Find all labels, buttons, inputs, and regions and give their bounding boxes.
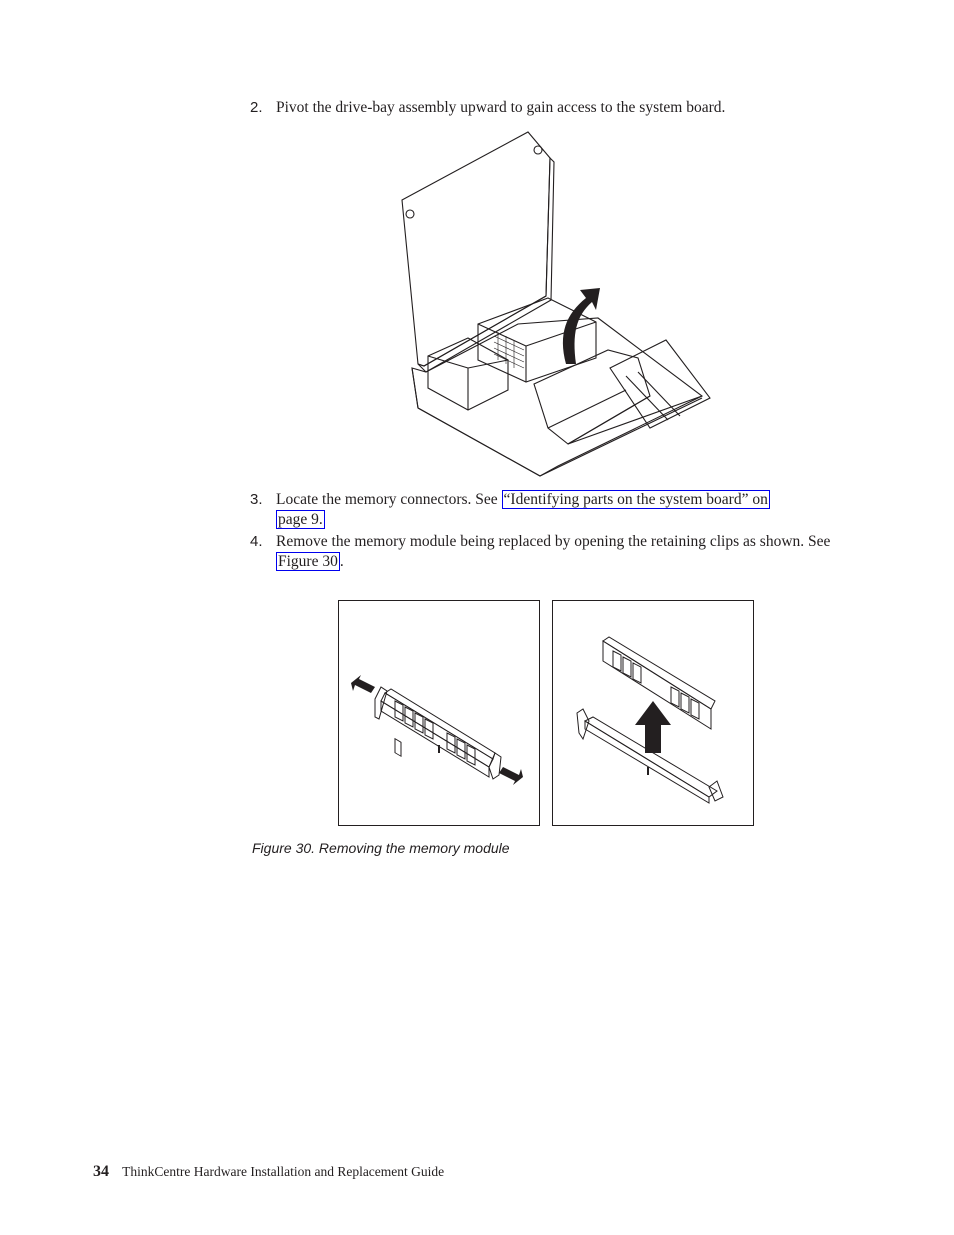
step-text	[276, 532, 840, 571]
step-number: 4.	[250, 533, 263, 550]
system-board-parts-link[interactable]: “Identifying parts on the system board” on	[503, 491, 768, 508]
step-text: Pivot the drive-bay assembly upward to gain access to the system board.	[276, 99, 726, 116]
figure-caption: Figure 30. Removing the memory module	[252, 840, 510, 856]
page-number: 34	[93, 1163, 109, 1180]
figure-panel-remove-module	[552, 600, 754, 826]
drive-bay-illustration	[398, 128, 714, 480]
step-text-after: .	[339, 552, 344, 570]
figure-panel-open-clips	[338, 600, 540, 826]
step-text-before: Remove the memory module being replaced by opening the retaining clips as shown. See	[276, 533, 831, 550]
footer-title: ThinkCentre Hardware Installation and Replacement Guide	[122, 1164, 445, 1179]
page-9-link[interactable]: page 9.	[278, 510, 323, 528]
step-3	[250, 490, 840, 529]
memory-module-remove-illustration	[553, 601, 753, 825]
step-number: 3.	[250, 491, 263, 508]
step-text	[276, 490, 840, 529]
figure-30-link[interactable]: Figure 30	[278, 552, 338, 570]
step-text-before: Locate the memory connectors. See	[276, 491, 502, 508]
step-4	[250, 532, 840, 571]
step-2	[250, 98, 840, 118]
memory-clip-open-illustration	[339, 601, 539, 825]
page-footer	[93, 1163, 444, 1181]
step-number: 2.	[250, 99, 263, 116]
